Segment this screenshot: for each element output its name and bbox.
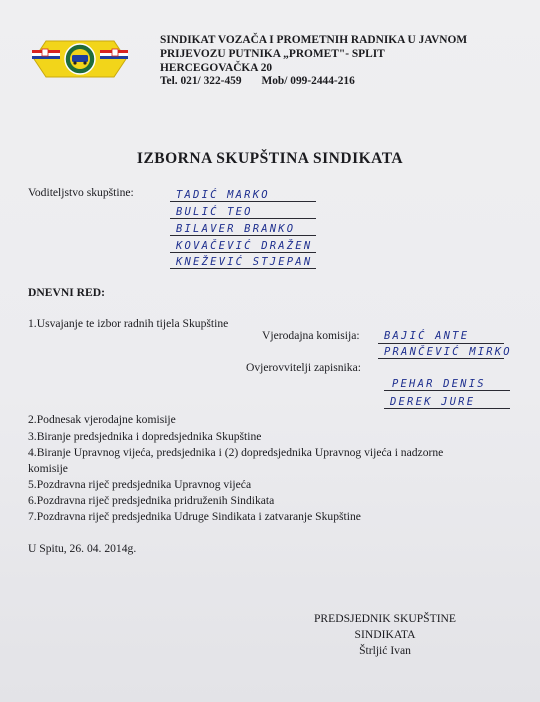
agenda-heading: DNEVNI RED: <box>28 286 105 299</box>
underline <box>384 408 510 409</box>
org-name-line-2: PRIJEVOZU PUTNIKA „PROMET"- SPLIT <box>160 47 385 60</box>
agenda-item-1: 1.Usvajanje te izbor radnih tijela Skupštine <box>28 317 229 330</box>
underline <box>378 343 504 344</box>
union-logo <box>30 37 130 81</box>
handwritten-presidium-name: TADIĆ MARKO <box>176 189 270 201</box>
signature-role-line-2: SINDIKATA <box>354 628 416 641</box>
underline <box>378 358 504 359</box>
agenda-item: 5.Pozdravna riječ predsjednika Upravnog vijeća <box>28 478 252 491</box>
org-phone: Tel. 021/ 322-459 Mob/ 099-2444-216 <box>160 75 355 88</box>
presidium-label: Voditeljstvo skupštine: <box>28 186 134 199</box>
agenda-item: 7.Pozdravna riječ predsjednika Udruge Sindikata i zatvaranje Skupštine <box>28 510 361 523</box>
handwritten-presidium-name: KNEŽEVIĆ STJEPAN <box>176 256 313 268</box>
agenda-item: 2.Podnesak vjerodajne komisije <box>28 413 176 426</box>
underline <box>384 390 510 391</box>
handwritten-presidium-name: KOVAČEVIĆ DRAŽEN <box>176 240 313 252</box>
underline <box>170 268 316 269</box>
organization-header <box>160 34 467 89</box>
org-name-line-1: SINDIKAT VOZAČA I PROMETNIH RADNIKA U JAVNOM <box>160 34 468 46</box>
handwritten-verification-name: PRANČEVIĆ MIRKO <box>384 346 512 358</box>
signatory-name: Štrljić Ivan <box>359 644 411 657</box>
agenda-item: 3.Biranje predsjednika i dopredsjednika Skupštine <box>28 430 262 443</box>
verification-committee-label: Vjerodajna komisija: <box>262 329 360 342</box>
agenda-item: 6.Pozdravna riječ predsjednika pridruženih Sindikata <box>28 494 275 507</box>
org-address: HERCEGOVAČKA 20 <box>160 61 273 74</box>
signature-role-line-1: PREDSJEDNIK SKUPŠTINE <box>313 612 457 625</box>
agenda-item-continuation: komisije <box>28 462 68 475</box>
handwritten-verification-name: BAJIĆ ANTE <box>384 330 470 342</box>
handwritten-presidium-name: BULIĆ TEO <box>176 206 253 218</box>
underline <box>170 235 316 236</box>
underline <box>170 252 316 253</box>
minutes-verifiers-label: Ovjerovvitelji zapisnika: <box>246 361 361 374</box>
underline <box>170 201 316 202</box>
handwritten-minutes-verifier: DEREK JURE <box>390 396 476 408</box>
underline <box>170 218 316 219</box>
agenda-item: 4.Biranje Upravnog vijeća, predsjednika i (2) dopredsjednika Upravnog vijeća i nadzorne <box>28 446 444 459</box>
document-title: IZBORNA SKUPŠTINA SINDIKATA <box>136 150 404 167</box>
handwritten-minutes-verifier: PEHAR DENIS <box>392 378 486 390</box>
handwritten-presidium-name: BILAVER BRANKO <box>176 223 296 235</box>
place-and-date: U Spitu, 26. 04. 2014g. <box>28 542 137 555</box>
